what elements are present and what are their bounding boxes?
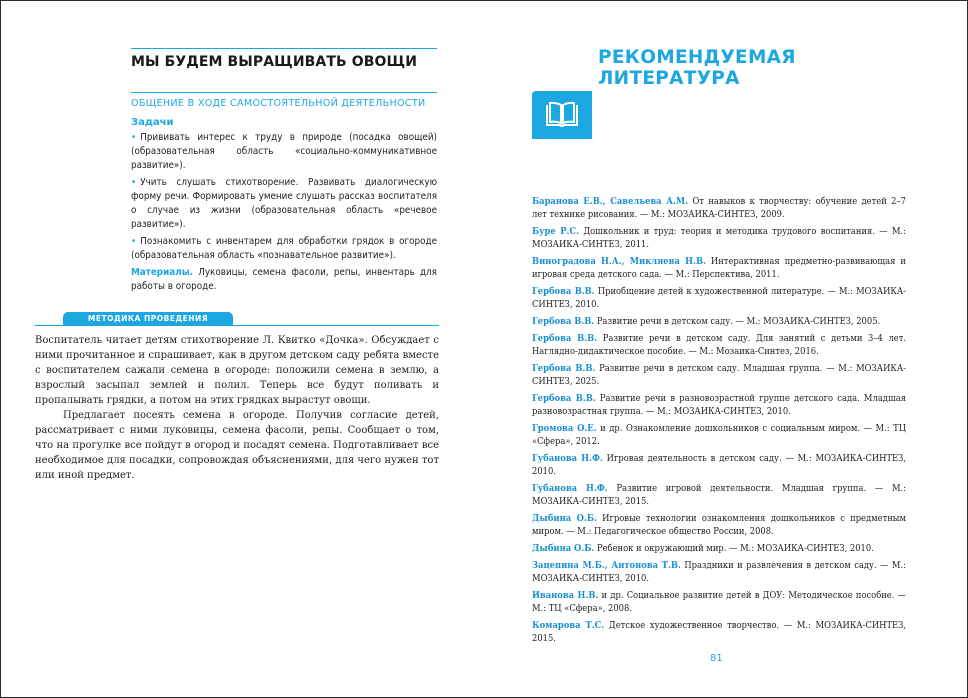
reference-item xyxy=(532,619,906,645)
reference-author: Баранова Е.В., Савельева А.М. xyxy=(532,196,689,207)
reference-text: Развитие речи в детском саду. Для занятий с детьми 3–4 лет. Наглядно-дидактическое пособие. — М.: Мозаика-Синтез, 2016. xyxy=(532,333,906,357)
reference-author: Громова О.Е. xyxy=(532,423,597,434)
reference-item xyxy=(532,255,906,281)
reference-text: Детское художественное творчество. — М.: МОЗАИКА-СИНТЕЗ, 2015. xyxy=(532,620,906,644)
method-paragraph: Предлагает посеять семена в огороде. Получив согласие детей, рассматривает с ними луковицы, семена фасоли, репы. Сообщает о том, что на прогулке все пойдут в огород и посадят семена. Подготавливает все необходимое для посадки, сопровождая объяснениями, для чего нужен тот или иной предмет. xyxy=(35,410,439,481)
reference-item xyxy=(532,315,906,328)
reference-author: Гербова В.В. xyxy=(532,286,595,297)
reference-item xyxy=(532,422,906,448)
page-title: МЫ БУДЕМ ВЫРАЩИВАТЬ ОВОЩИ xyxy=(131,54,418,70)
section-subtitle: ОБЩЕНИЕ В ХОДЕ САМОСТОЯТЕЛЬНОЙ ДЕЯТЕЛЬНОСТИ xyxy=(131,98,426,109)
tasks-list xyxy=(131,131,437,297)
materials-text: Луковицы, семена фасоли, репы, инвентарь для работы в огороде. xyxy=(131,267,437,292)
method-text xyxy=(35,333,439,483)
reference-text: Ребенок и окружающий мир. — М.: МОЗАИКА-СИНТЕЗ, 2010. xyxy=(594,543,874,554)
reference-item xyxy=(532,559,906,585)
references-title: РЕКОМЕНДУЕМАЯ ЛИТЕРАТУРА xyxy=(598,47,796,89)
reference-text: Развитие речи в разновозрастной группе детского сада. Младшая разновозрастная группа. — М.: МОЗАИКА-СИНТЕЗ, 2010. xyxy=(532,393,906,417)
reference-item xyxy=(532,285,906,311)
task-item: • Познакомить с инвентарем для обработки грядок в огороде (образовательная область «познавательное развитие»). xyxy=(131,236,437,261)
page-number: 81 xyxy=(710,653,723,664)
bullet-icon: • xyxy=(131,236,137,247)
method-heading-tab: МЕТОДИКА ПРОВЕДЕНИЯ xyxy=(63,312,233,326)
reference-item xyxy=(532,542,906,555)
reference-text: и др. Ознакомление дошкольников с социальным миром. — М.: ТЦ «Сфера», 2012. xyxy=(532,423,907,447)
reference-item xyxy=(532,225,906,251)
reference-author: Дыбина О.Б. xyxy=(532,513,597,524)
reference-item xyxy=(532,589,906,615)
reference-text: Интерактивная предметно-развивающая и игровая среда детского сада. — М.: Перспектива, 2011. xyxy=(532,256,906,280)
reference-author: Дыбина О.Б. xyxy=(532,543,595,554)
title-top-rule xyxy=(131,48,437,49)
reference-author: Гербова В.В. xyxy=(532,316,595,327)
materials xyxy=(131,266,437,294)
references-list xyxy=(532,195,906,649)
reference-text: Дошкольник и труд: теория и методика трудового воспитания. — М.: МОЗАИКА-СИНТЕЗ, 2011. xyxy=(532,226,906,250)
reference-author: Иванова Н.В. xyxy=(532,590,599,601)
reference-text: От навыков к творчеству: обучение детей 2–7 лет технике рисования. — М.: МОЗАИКА-СИНТЕЗ, 2009. xyxy=(532,196,906,220)
reference-item xyxy=(532,392,906,418)
reference-item xyxy=(532,512,906,538)
reference-item xyxy=(532,195,906,221)
reference-text: Игровая деятельность в детском саду. — М.: МОЗАИКА-СИНТЕЗ, 2010. xyxy=(532,453,906,477)
open-book-icon xyxy=(532,91,592,139)
reference-item xyxy=(532,482,906,508)
reference-item xyxy=(532,362,906,388)
reference-author: Губанова Н.Ф. xyxy=(532,483,608,494)
method-rule xyxy=(35,325,439,326)
method-paragraph: Воспитатель читает детям стихотворение Л. Квитко «Дочка». Обсуждает с ними прочитанное и спрашивает, как в другом детском саду ребята вместе с воспитателем сажали семена в огороде: положили семена в землю, а взрослый засыпал землей и полил. Теперь все будут поливать и пропалывать грядки, а потом на этих грядках вырастут овощи. xyxy=(35,335,439,406)
reference-text: Развитие речи в детском саду. Младшая группа. — М.: МОЗАИКА-СИНТЕЗ, 2025. xyxy=(532,363,906,387)
reference-author: Зацепина М.Б., Антонова Т.В. xyxy=(532,560,681,571)
reference-item xyxy=(532,452,906,478)
reference-author: Гербова В.В. xyxy=(532,393,596,404)
tasks-heading: Задачи xyxy=(131,117,174,128)
reference-author: Гербова В.В. xyxy=(532,363,596,374)
materials-label: Материалы. xyxy=(131,267,194,278)
reference-text: Развитие игровой деятельности. Младшая группа. — М.: МОЗАИКА-СИНТЕЗ, 2015. xyxy=(532,483,906,507)
task-item: • Учить слушать стихотворение. Развивать диалогическую форму речи. Формировать умение слушать рассказ воспитателя о случае из жизни (образовательная область «речевое развитие»). xyxy=(131,177,437,230)
reference-author: Губанова Н.Ф. xyxy=(532,453,603,464)
reference-text: Развитие речи в детском саду. — М.: МОЗАИКА-СИНТЕЗ, 2005. xyxy=(594,316,881,327)
open-book-icon-graphic xyxy=(544,101,580,129)
title-bottom-rule xyxy=(131,92,437,93)
reference-text: Праздники и развлечения в детском саду. — М.: МОЗАИКА-СИНТЕЗ, 2010. xyxy=(532,560,906,584)
reference-text: и др. Социальное развитие детей в ДОУ: Методическое пособие. — М.: ТЦ «Сфера», 2008. xyxy=(532,590,906,614)
bullet-icon: • xyxy=(131,132,137,143)
reference-author: Буре Р.С. xyxy=(532,226,580,237)
bullet-icon: • xyxy=(131,177,137,188)
reference-text: Игровые технологии ознакомления дошкольников с предметным миром. — М.: Педагогическое общество России, 2008. xyxy=(532,513,906,537)
task-item: • Прививать интерес к труду в природе (посадка овощей) (образовательная область «социально-коммуникативное развитие»). xyxy=(131,132,437,171)
reference-author: Виноградова Н.А., Микляева Н.В. xyxy=(532,256,706,267)
reference-text: Приобщение детей к художественной литературе. — М.: МОЗАИКА-СИНТЕЗ, 2010. xyxy=(532,286,906,310)
reference-author: Комарова Т.С. xyxy=(532,620,605,631)
reference-author: Гербова В.В. xyxy=(532,333,598,344)
reference-item xyxy=(532,332,906,358)
